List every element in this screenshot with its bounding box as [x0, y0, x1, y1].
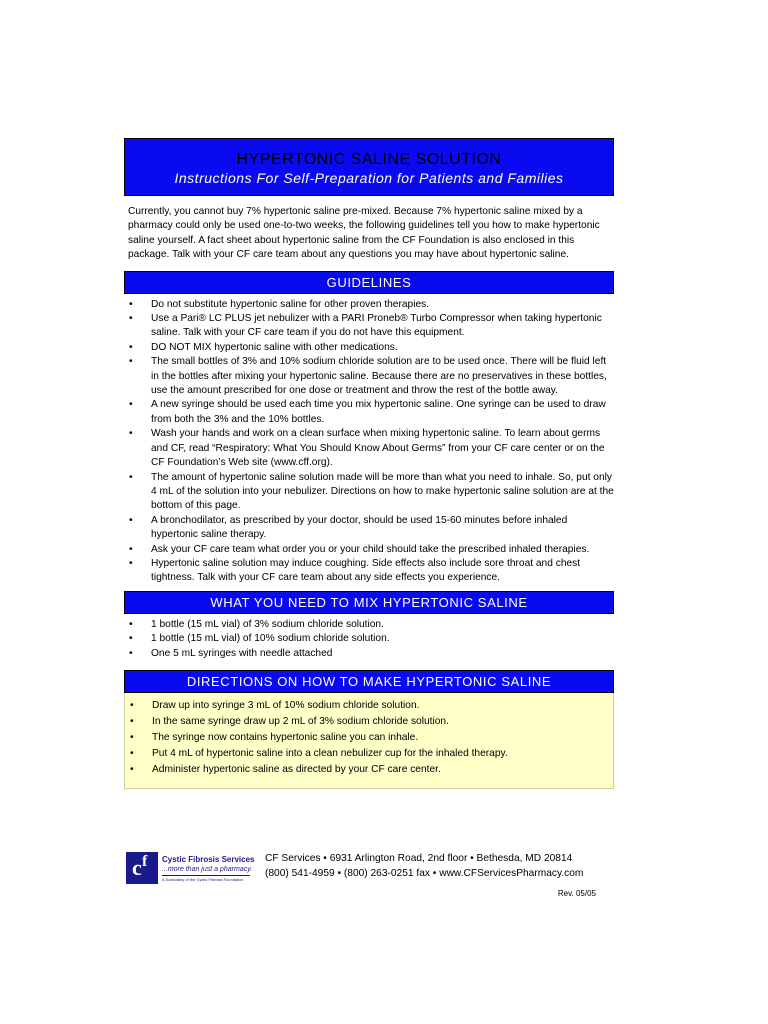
bullet-icon: • — [129, 633, 133, 645]
list-item-text: A bronchodilator, as prescribed by your doctor, should be used 15-60 minutes before inhaled hypertonic saline therapy. — [151, 514, 568, 541]
supplies-list — [124, 618, 614, 661]
bullet-icon: • — [129, 618, 133, 630]
list-item — [124, 298, 614, 312]
bullet-icon: • — [129, 647, 133, 659]
bullet-icon: • — [129, 341, 133, 353]
document-subtitle: Instructions For Self-Preparation for Patients and Families — [174, 170, 564, 186]
bullet-icon: • — [130, 763, 134, 775]
list-item — [125, 762, 613, 778]
list-item — [124, 514, 614, 543]
list-item — [124, 427, 614, 470]
cf-logo-mark-icon: c f — [126, 852, 158, 884]
list-item-text: Draw up into syringe 3 mL of 10% sodium chloride solution. — [152, 699, 420, 711]
list-item-text: One 5 mL syringes with needle attached — [151, 647, 333, 659]
bullet-icon: • — [129, 514, 133, 526]
guidelines-list — [124, 298, 614, 586]
revision-date: Rev. 05/05 — [557, 889, 596, 898]
list-item-text: The syringe now contains hypertonic saline you can inhale. — [152, 731, 419, 743]
logo-divider — [162, 875, 250, 876]
list-item — [124, 543, 614, 557]
directions-heading: DIRECTIONS ON HOW TO MAKE HYPERTONIC SALINE — [124, 670, 614, 693]
bullet-icon: • — [129, 313, 133, 325]
document-page — [124, 138, 614, 789]
directions-list — [125, 698, 613, 778]
list-item — [124, 398, 614, 427]
phone-web-line: (800) 541-4959 • (800) 263-0251 fax • www.CFServicesPharmacy.com — [265, 868, 584, 879]
list-item-text: The amount of hypertonic saline solution made will be more than what you need to inhale. So, put only 4 mL of the solution into your nebulizer. Directions on how to make hypertonic saline solution are at the bottom of this page. — [151, 471, 614, 512]
list-item — [124, 647, 614, 661]
list-item — [124, 557, 614, 586]
list-item — [124, 471, 614, 514]
bullet-icon: • — [130, 715, 134, 727]
list-item — [125, 746, 613, 762]
list-item-text: 1 bottle (15 mL vial) of 3% sodium chloride solution. — [151, 618, 384, 630]
list-item-text: The small bottles of 3% and 10% sodium chloride solution are to be used once. There will be fluid left in the bottles after mixing your hypertonic saline. Because there are no preservatives in these bottles, use the amount prescribed for one dose or treatment and throw the rest of the bottle away. — [151, 356, 607, 397]
bullet-icon: • — [130, 731, 134, 743]
bullet-icon: • — [129, 471, 133, 483]
guidelines-heading: GUIDELINES — [124, 271, 614, 294]
list-item — [124, 632, 614, 646]
bullet-icon: • — [129, 557, 133, 569]
list-item — [124, 618, 614, 632]
list-item — [125, 730, 613, 746]
logo-name: Cystic Fibrosis Services — [162, 855, 255, 864]
logo-tagline: ...more than just a pharmacy. — [162, 866, 253, 873]
list-item — [125, 714, 613, 730]
address-line: CF Services • 6931 Arlington Road, 2nd floor • Bethesda, MD 20814 — [265, 853, 573, 864]
bullet-icon: • — [129, 298, 133, 310]
bullet-icon: • — [129, 428, 133, 440]
supplies-heading: WHAT YOU NEED TO MIX HYPERTONIC SALINE — [124, 591, 614, 614]
list-item — [124, 341, 614, 355]
list-item — [124, 355, 614, 398]
intro-paragraph: Currently, you cannot buy 7% hypertonic saline pre-mixed. Because 7% hypertonic saline mixed by a pharmacy could only be used one-to-two weeks, the following guidelines tell you how to make hypertonic saline yourself. A fact sheet about hypertonic saline from the CF Foundation is also enclosed in this package. Talk with your CF care team about any questions you may have about hypertonic saline. — [128, 206, 600, 261]
cf-services-logo — [126, 852, 254, 886]
document-title: HYPERTONIC SALINE SOLUTION — [236, 151, 502, 168]
list-item — [124, 312, 614, 341]
list-item-text: Hypertonic saline solution may induce coughing. Side effects also include sore throat and chest tightness. Talk with your CF care team about any side effects you experience. — [151, 557, 581, 584]
bullet-icon: • — [129, 543, 133, 555]
list-item-text: Ask your CF care team what order you or your child should take the prescribed inhaled therapies. — [151, 543, 590, 555]
footer — [124, 849, 614, 909]
bullet-icon: • — [129, 356, 133, 368]
bullet-icon: • — [130, 747, 134, 759]
bullet-icon: • — [129, 399, 133, 411]
list-item-text: 1 bottle (15 mL vial) of 10% sodium chloride solution. — [151, 633, 390, 645]
list-item-text: Administer hypertonic saline as directed by your CF care center. — [152, 763, 441, 775]
title-banner — [124, 138, 614, 196]
logo-subsidiary: A Subsidiary of the Cystic Fibrosis Foundation — [162, 877, 244, 882]
list-item — [125, 698, 613, 714]
directions-box — [124, 693, 614, 789]
list-item-text: Wash your hands and work on a clean surface when mixing hypertonic saline. To learn about germs and CF, read “Respiratory: What You Should Know About Germs” from your CF care center or on the CF Foundation’s Web site (www.cff.org). — [151, 428, 605, 469]
list-item-text: Do not substitute hypertonic saline for other proven therapies. — [151, 298, 430, 310]
list-item-text: DO NOT MIX hypertonic saline with other medications. — [151, 341, 398, 353]
list-item-text: Use a Pari® LC PLUS jet nebulizer with a PARI Proneb® Turbo Compressor when taking hypertonic saline. Talk with your CF care team if you do not have this equipment. — [151, 313, 602, 339]
list-item-text: In the same syringe draw up 2 mL of 3% sodium chloride solution. — [152, 715, 449, 727]
bullet-icon: • — [130, 699, 134, 711]
list-item-text: Put 4 mL of hypertonic saline into a clean nebulizer cup for the inhaled therapy. — [152, 747, 508, 759]
list-item-text: A new syringe should be used each time you mix hypertonic saline. One syringe can be used to draw from both the 3% and the 10% bottles. — [151, 399, 606, 425]
contact-info — [265, 851, 583, 881]
